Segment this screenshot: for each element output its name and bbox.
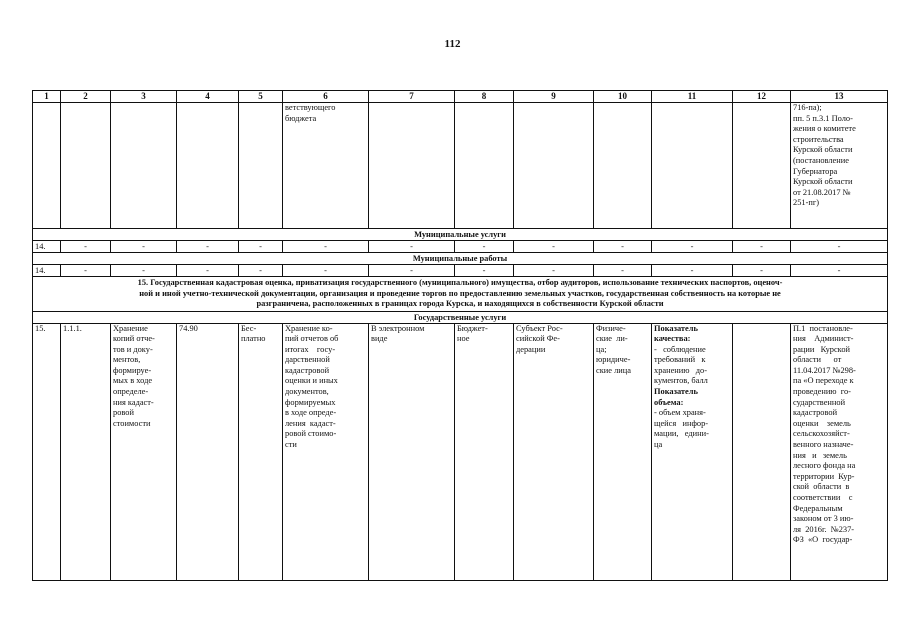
continued-cell-col13: 716-па); пп. 5 п.3.1 Поло- жения о комитете строительства Курской области (постановление Губернатора Курской области от 21.08.2017 № 251-пг) [791,103,888,229]
dash-cell: - [652,241,733,253]
dash-cell: - [61,241,111,253]
header-cell: 9 [514,91,594,103]
header-cell: 7 [369,91,455,103]
dash-cell: - [177,265,239,277]
section-title: Государственные услуги [33,311,888,323]
section-title: Муниципальные услуги [33,229,888,241]
dash-cell: - [594,265,652,277]
header-cell: 8 [455,91,514,103]
dash-cell: - [455,241,514,253]
section-municipal-services [33,229,888,241]
row-number: 14. [33,265,61,277]
dash-cell: - [791,241,888,253]
header-cell: 5 [239,91,283,103]
dash-cell: - [514,265,594,277]
cell-authority: Субъект Рос- сийской Фе- дерации [514,323,594,580]
continued-cell-col6: ветствующего бюджета [283,103,369,229]
section-state-services [33,311,888,323]
dash-cell: - [177,241,239,253]
header-cell: 12 [733,91,791,103]
cell-indicators [652,323,733,580]
dash-cell: - [652,265,733,277]
dash-cell: - [61,265,111,277]
header-cell: 3 [111,91,177,103]
dash-cell: - [369,241,455,253]
row-number: 15. [33,323,61,580]
services-table [32,90,888,581]
dash-cell: - [111,265,177,277]
page-number: 112 [444,38,461,50]
table-row [33,265,888,277]
volume-indicator-heading: Показатель объема: [654,387,698,407]
cell-consumers: Физиче- ские ли- ца; юридиче- ские лица [594,323,652,580]
column-number-row [33,91,888,103]
cell-form: В электронном виде [369,323,455,580]
volume-indicator-text: - объем храня- щейся инфор- мации, едини- ца [654,408,709,450]
cell-type: Бюджет- ное [455,323,514,580]
header-cell: 4 [177,91,239,103]
table-row [33,323,888,580]
dash-cell: - [369,265,455,277]
dash-cell: - [733,241,791,253]
cell-content: Хранение ко- пий отчетов об итогах госу- дарственной кадастровой оценки и иных документов, формируемых в ходе опреде- ления кадаст- ровой стоимо- сти [283,323,369,580]
header-cell: 11 [652,91,733,103]
dash-cell: - [283,265,369,277]
dash-cell: - [455,265,514,277]
dash-cell: - [111,241,177,253]
cell-payment: Бес- платно [239,323,283,580]
dash-cell: - [239,241,283,253]
section-15-heading [33,277,888,312]
dash-cell: - [283,241,369,253]
continued-row [33,103,888,229]
dash-cell: - [239,265,283,277]
header-cell: 1 [33,91,61,103]
header-cell: 2 [61,91,111,103]
header-cell: 10 [594,91,652,103]
dash-cell: - [594,241,652,253]
row-number: 14. [33,241,61,253]
quality-indicator-text: - соблюдение требований к хранению до- кументов, балл [654,344,708,386]
header-cell: 6 [283,91,369,103]
quality-indicator-heading: Показатель качества: [654,323,698,344]
table-row [33,241,888,253]
cell-service-name: Хранение копий отче- тов и доку- ментов, формируе- мых в ходе определе- ния кадаст- ровой стоимости [111,323,177,580]
dash-cell: - [791,265,888,277]
cell-okved: 74.90 [177,323,239,580]
section-title: 15. Государственная кадастровая оценка, приватизация государственного (муниципального) имущества, отбор аудиторов, использование технических паспортов, оценоч- ной и иной учетно-технической документации, организация и проведение торгов по предоставлению земельных участков, государственная собственность на которые не разграничена, расположенных в границах города Курска, и находящихся в собственности Курской области [33,277,888,312]
section-municipal-works [33,253,888,265]
header-cell: 13 [791,91,888,103]
cell-empty [733,323,791,580]
dash-cell: - [514,241,594,253]
cell-code: 1.1.1. [61,323,111,580]
dash-cell: - [733,265,791,277]
cell-legal-basis: П.1 постановле- ния Админист- рации Курской области от 11.04.2017 №298- па «О переходе к проведению го- сударственной кадастровой оценки земель сельскохозяйст- венного назначе- ния и земель лесного фонда на территории Кур- ской области в соответствии с Федеральным законом от 3 ию- ля 2016г. №237- ФЗ «О государ- [791,323,888,580]
section-title: Муниципальные работы [33,253,888,265]
